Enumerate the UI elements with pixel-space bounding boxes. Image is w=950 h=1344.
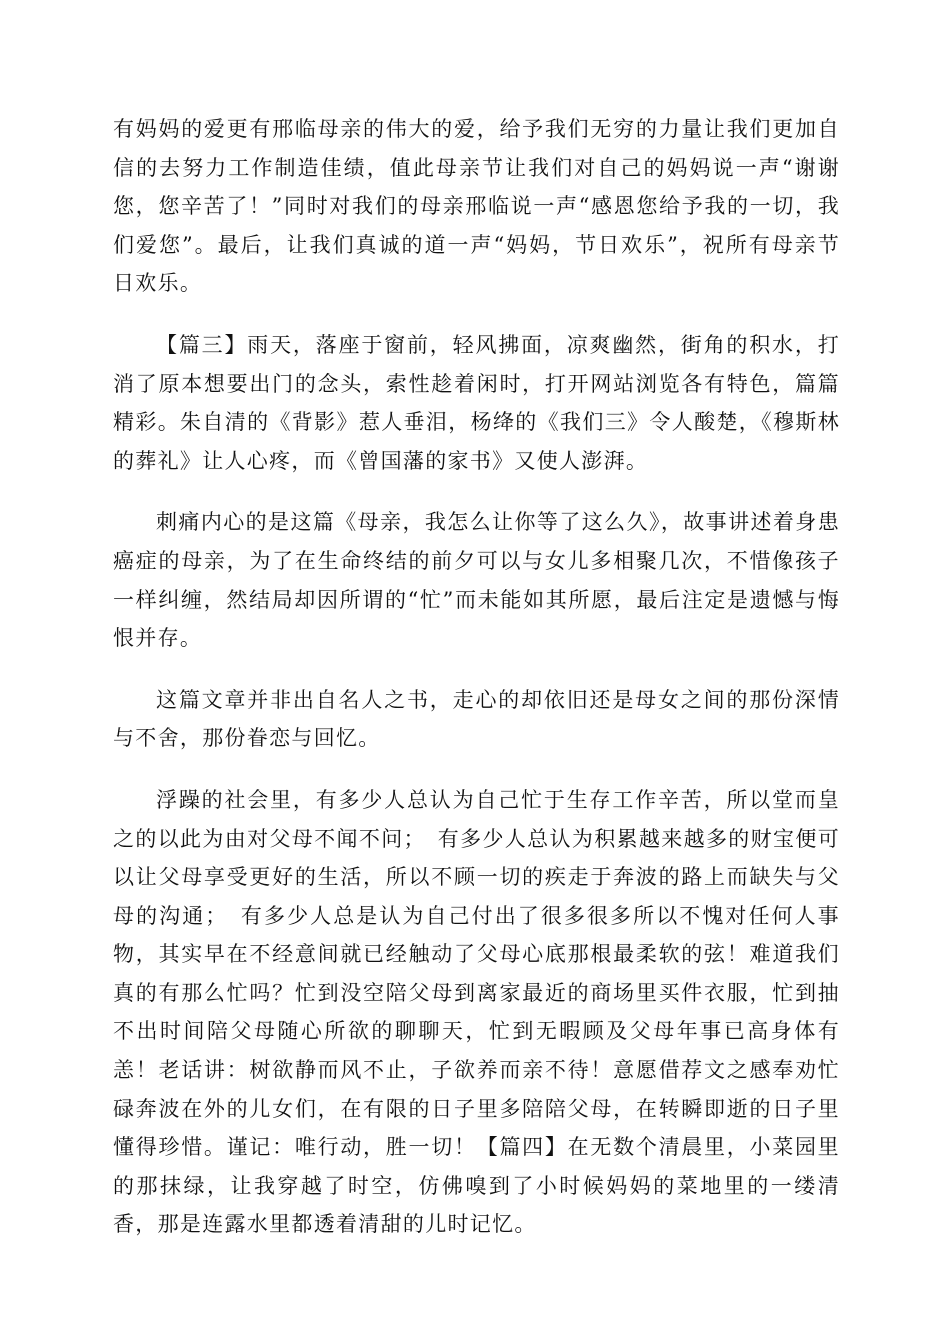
paragraph-mother-love: 有妈妈的爱更有邢临母亲的伟大的爱，给予我们无穷的力量让我们更加自信的去努力工作制造佳绩，值此母亲节让我们对自己的妈妈说一声“谢谢您，您辛苦了！”同时对我们的母亲邢临说一声“感恩您给予我的一切，我们爱您”。最后，让我们真诚的道一声“妈妈，节日欢乐”，祝所有母亲节日欢乐。 — [113, 117, 840, 296]
paragraph-touching-story: 刺痛内心的是这篇《母亲，我怎么让你等了这么久》，故事讲述着身患癌症的母亲，为了在生命终结的前夕可以与女儿多相聚几次，不惜像孩子一样纠缠，然结局却因所谓的“忙”而未能如其所愿，最后注定是遗憾与悔恨并存。 — [113, 510, 840, 651]
paragraph-busy-society: 浮躁的社会里，有多少人总认为自己忙于生存工作辛苦，所以堂而皇之的以此为由对父母不闻不问； 有多少人总认为积累越来越多的财宝便可以让父母享受更好的生活，所以不顾一切的疾走于奔波的路上而缺失与父母的沟通； 有多少人总是认为自己付出了很多很多所以不愧对任何人事物，其实早在不经意间就已经触动了父母心底那根最柔软的弦！难道我们真的有那么忙吗？忙到没空陪父母到离家最近的商场里买件衣服，忙到抽不出时间陪父母随心所欲的聊聊天，忙到无暇顾及父母年事已高身体有恙！老话讲：树欲静而风不止，子欲养而亲不待！意愿借荐文之感奉劝忙碌奔波在外的儿女们，在有限的日子里多陪陪父母，在转瞬即逝的日子里懂得珍惜。谨记：唯行动，胜一切！【篇四】在无数个清晨里，小菜园里的那抹绿，让我穿越了时空，仿佛嗅到了小时候妈妈的菜地里的一缕清香，那是连露水里都透着清甜的儿时记忆。 — [113, 787, 840, 1237]
paragraph-mother-daughter: 这篇文章并非出自名人之书，走心的却依旧还是母女之间的那份深情与不舍，那份眷恋与回忆。 — [113, 687, 840, 751]
paragraph-part-three: 【篇三】雨天，落座于窗前，轻风拂面，凉爽幽然，街角的积水，打消了原本想要出门的念头，索性趁着闲时，打开网站浏览各有特色，篇篇精彩。朱自清的《背影》惹人垂泪，杨绛的《我们三》令人酸楚，《穆斯林的葬礼》让人心疼，而《曾国藩的家书》又使人澎湃。 — [113, 332, 840, 473]
